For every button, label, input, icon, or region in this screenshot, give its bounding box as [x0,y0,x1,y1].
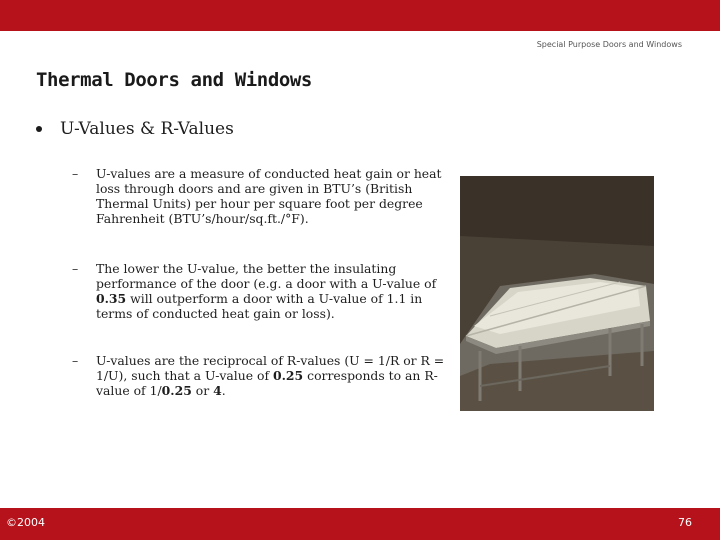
sub-item-text: U-values are the reciprocal of R-values (U = 1/R or R = 1/U), such that a U-value of 0.25 corresponds to an R-value of 1/0.25 or 4. [96,353,445,398]
bold-value: 0.35 [96,291,127,306]
sub-item-u-value-definition [72,166,448,226]
sub-item-text: The lower the U-value, the better the insulating performance of the door (e.g. a door with a U-value of 0.35 will outperform a door with a U-value of 1.1 in terms of conducted heat gain or loss). [96,261,437,321]
bold-value: 0.25 [161,383,192,398]
slide-title: Thermal Doors and Windows [36,69,312,91]
sub-item-text: U-values are a measure of conducted heat gain or heat loss through doors and are given in BTU’s (British Thermal Units) per hour per square foot per degree Fahrenheit (BTU’s/hour/sq.ft./°F). [96,166,442,226]
sub-item-lower-u-value [72,261,448,321]
bullet-dot-icon [36,126,42,132]
insulated-door-panels-photo [460,176,654,411]
dash-marker: – [72,261,79,276]
page-number: 76 [678,516,692,529]
bold-value: 4 [213,383,222,398]
main-bullet [36,119,234,139]
dash-marker: – [72,353,79,368]
bottom-banner [0,508,720,540]
dash-marker: – [72,166,79,181]
photo-illustration [460,176,654,411]
bullet-label: U-Values & R-Values [60,119,234,139]
top-banner [0,0,720,31]
copyright-label: ©2004 [6,516,45,529]
header-caption: Special Purpose Doors and Windows [536,40,682,49]
bold-value: 0.25 [273,368,304,383]
sub-item-reciprocal [72,353,448,398]
